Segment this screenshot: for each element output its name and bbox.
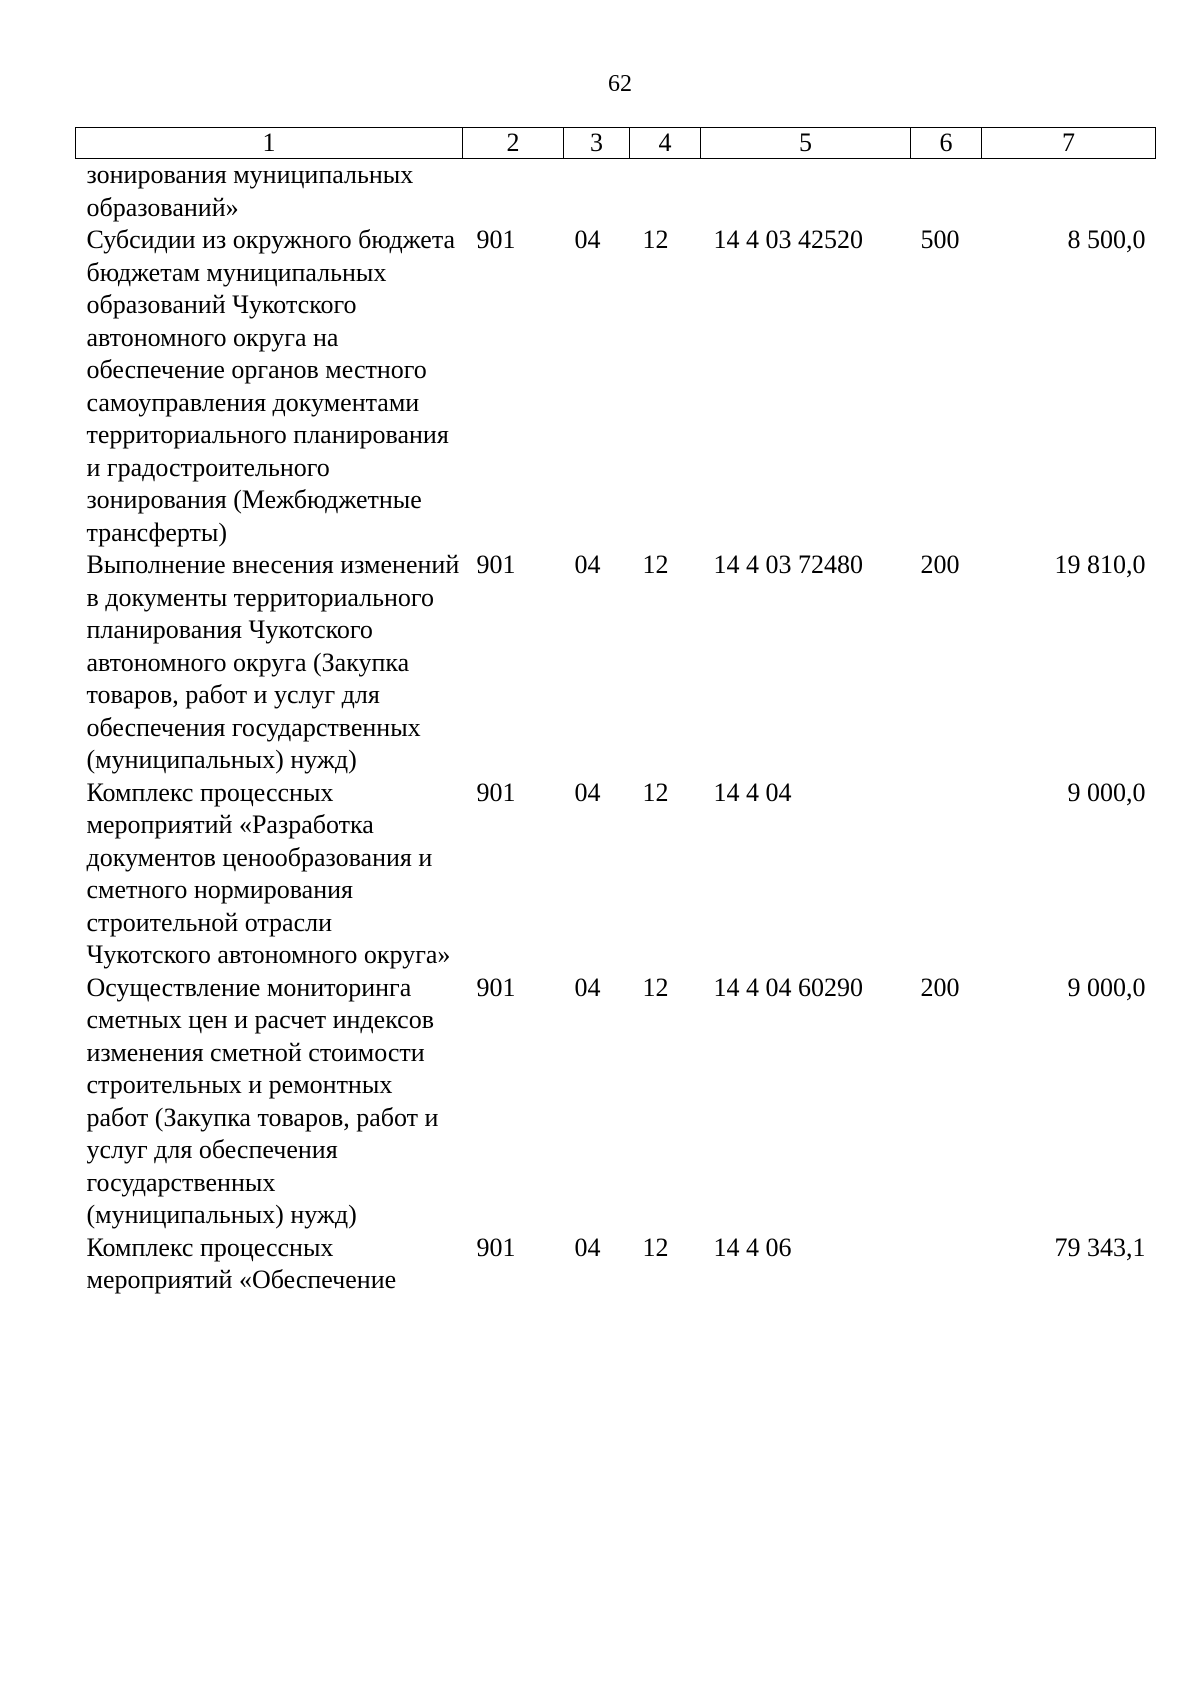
row-amount: 8 500,0 [1067,225,1146,254]
row-name: Осуществление мониторинга сметных цен и расчет индексов изменения сметной стоимости строительных и ремонтных работ (Закупка товаров, работ и услуг для обеспечения государственных (муниципальных) нужд) [86,972,439,1229]
row-expense-type [911,159,982,225]
row-amount [982,159,1156,225]
row-expense-type [911,777,982,972]
row-name: Комплекс процессных мероприятий «Обеспечение [86,1232,397,1294]
row-subsection-code: 12 [642,972,669,1002]
row-subsection-code: 12 [642,550,669,579]
row-name: Выполнение внесения изменений в документы территориального планирования Чукотского автономного округа (Закупка товаров, работ и услуг для обеспечения государственных (муниципальных) нужд) [86,550,460,774]
table-body [76,159,1156,1297]
row-target-article: 14 4 06 [713,1232,792,1262]
header-col-2: 2 [463,128,564,159]
header-col-3: 3 [564,128,630,159]
row-section-code: 04 [574,550,601,579]
table-row [76,972,1156,1232]
budget-table [75,127,1156,1297]
row-expense-type: 200 [920,550,960,579]
row-section-code: 04 [574,972,601,1002]
table-row [76,159,1156,225]
row-name: зонирования муниципальных образований» [86,160,414,222]
row-target-article: 14 4 04 60290 [713,972,863,1002]
table-row [76,777,1156,972]
row-subsection-code: 12 [642,225,669,254]
row-amount: 79 343,1 [1054,1232,1146,1262]
table-row [76,549,1156,777]
row-expense-type: 200 [920,972,960,1002]
row-admin-code: 901 [476,972,516,1002]
row-section-code: 04 [574,1232,601,1262]
row-target-article: 14 4 03 42520 [713,225,863,254]
row-name: Комплекс процессных мероприятий «Разработка документов ценообразования и сметного нормирования строительной отрасли Чукотского автономного округа» [86,777,451,969]
row-section-code: 04 [574,225,601,254]
row-subsection-code [630,159,701,225]
row-target-article [701,159,911,225]
row-amount: 9 000,0 [1067,972,1146,1002]
row-subsection-code: 12 [642,777,669,807]
row-expense-type: 500 [920,225,960,254]
row-admin-code: 901 [476,550,516,579]
header-row [76,128,1156,159]
row-admin-code: 901 [476,1232,516,1262]
table-header [76,128,1156,159]
row-name: Субсидии из окружного бюджета бюджетам муниципальных образований Чукотского автономного округа на обеспечение органов местного самоуправления документами территориального планирования и градостроительного зонирования (Межбюджетные трансферты) [86,225,456,547]
row-admin-code: 901 [476,777,516,807]
row-subsection-code: 12 [642,1232,669,1262]
row-amount: 9 000,0 [1067,777,1146,807]
row-target-article: 14 4 04 [713,777,792,807]
header-col-7: 7 [982,128,1156,159]
table-row [76,224,1156,549]
table-row [76,1232,1156,1297]
row-admin-code [463,159,564,225]
row-amount: 19 810,0 [1054,550,1146,579]
page-number: 62 [608,71,632,97]
row-target-article: 14 4 03 72480 [713,550,863,579]
row-section-code [564,159,630,225]
row-expense-type [911,1232,982,1297]
row-admin-code: 901 [476,225,516,254]
header-col-4: 4 [630,128,701,159]
header-col-5: 5 [701,128,911,159]
row-section-code: 04 [574,777,601,807]
header-col-1: 1 [76,128,463,159]
header-col-6: 6 [911,128,982,159]
